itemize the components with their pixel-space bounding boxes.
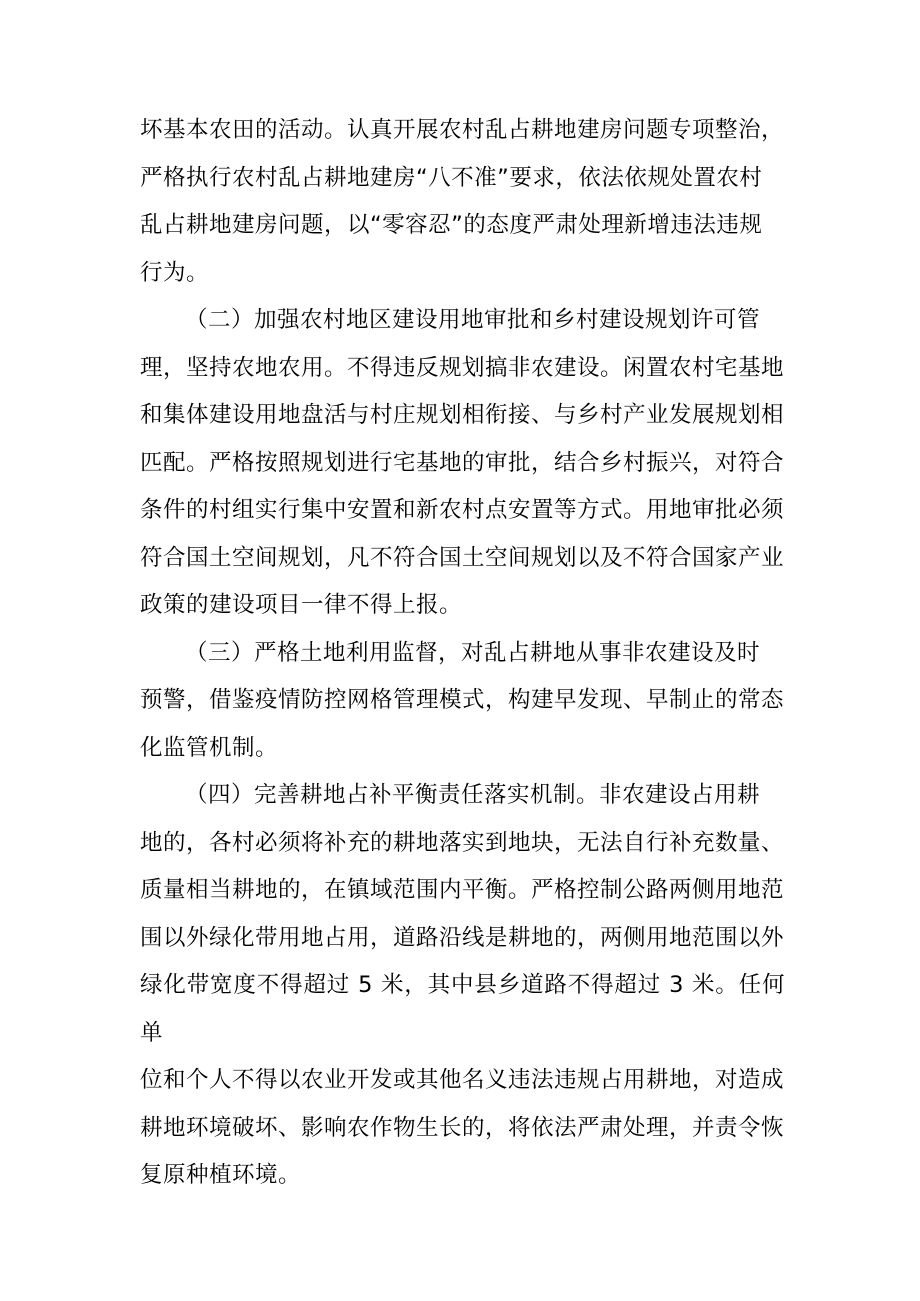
paragraph-4: （四）完善耕地占补平衡责任落实机制。非农建设占用耕 地的，各村必须将补充的耕地落实到地块，无法自行补充数量、 质量相当耕地的，在镇域范围内平衡。严格控制公路两侧用地范 围以外绿化带用地占用，道路沿线是耕地的，两侧用地范围以外 绿化带宽度不得超过 5 米，其中县乡道路不得超过 3 米。任何单 位和个人不得以农业开发或其他名义违法违规占用耕地，对造成 耕地环境破坏、影响农作物生长的，将依法严肃处理，并责令恢 复原种植环境。 <box>140 782 785 1188</box>
paragraph-1: 坏基本农田的活动。认真开展农村乱占耕地建房问题专项整治， 严格执行农村乱占耕地建房“八不准”要求，依法依规处置农村 乱占耕地建房问题，以“零容忍”的态度严肃处理新增违法违规 行为。 <box>140 117 785 286</box>
document-body <box>140 107 785 1200</box>
paragraph-2: （二）加强农村地区建设用地审批和乡村建设规划许可管 理，坚持农地农用。不得违反规划搞非农建设。闲置农村宅基地 和集体建设用地盘活与村庄规划相衔接、与乡村产业发展规划相 匹配。严格按照规划进行宅基地的审批，结合乡村振兴，对符合 条件的村组实行集中安置和新农村点安置等方式。用地审批必须 符合国土空间规划，凡不符合国土空间规划以及不符合国家产业 政策的建设项目一律不得上报。 <box>140 307 785 618</box>
paragraph-3: （三）严格土地利用监督，对乱占耕地从事非农建设及时 预警，借鉴疫情防控网格管理模式，构建早发现、早制止的常态 化监管机制。 <box>140 639 785 761</box>
